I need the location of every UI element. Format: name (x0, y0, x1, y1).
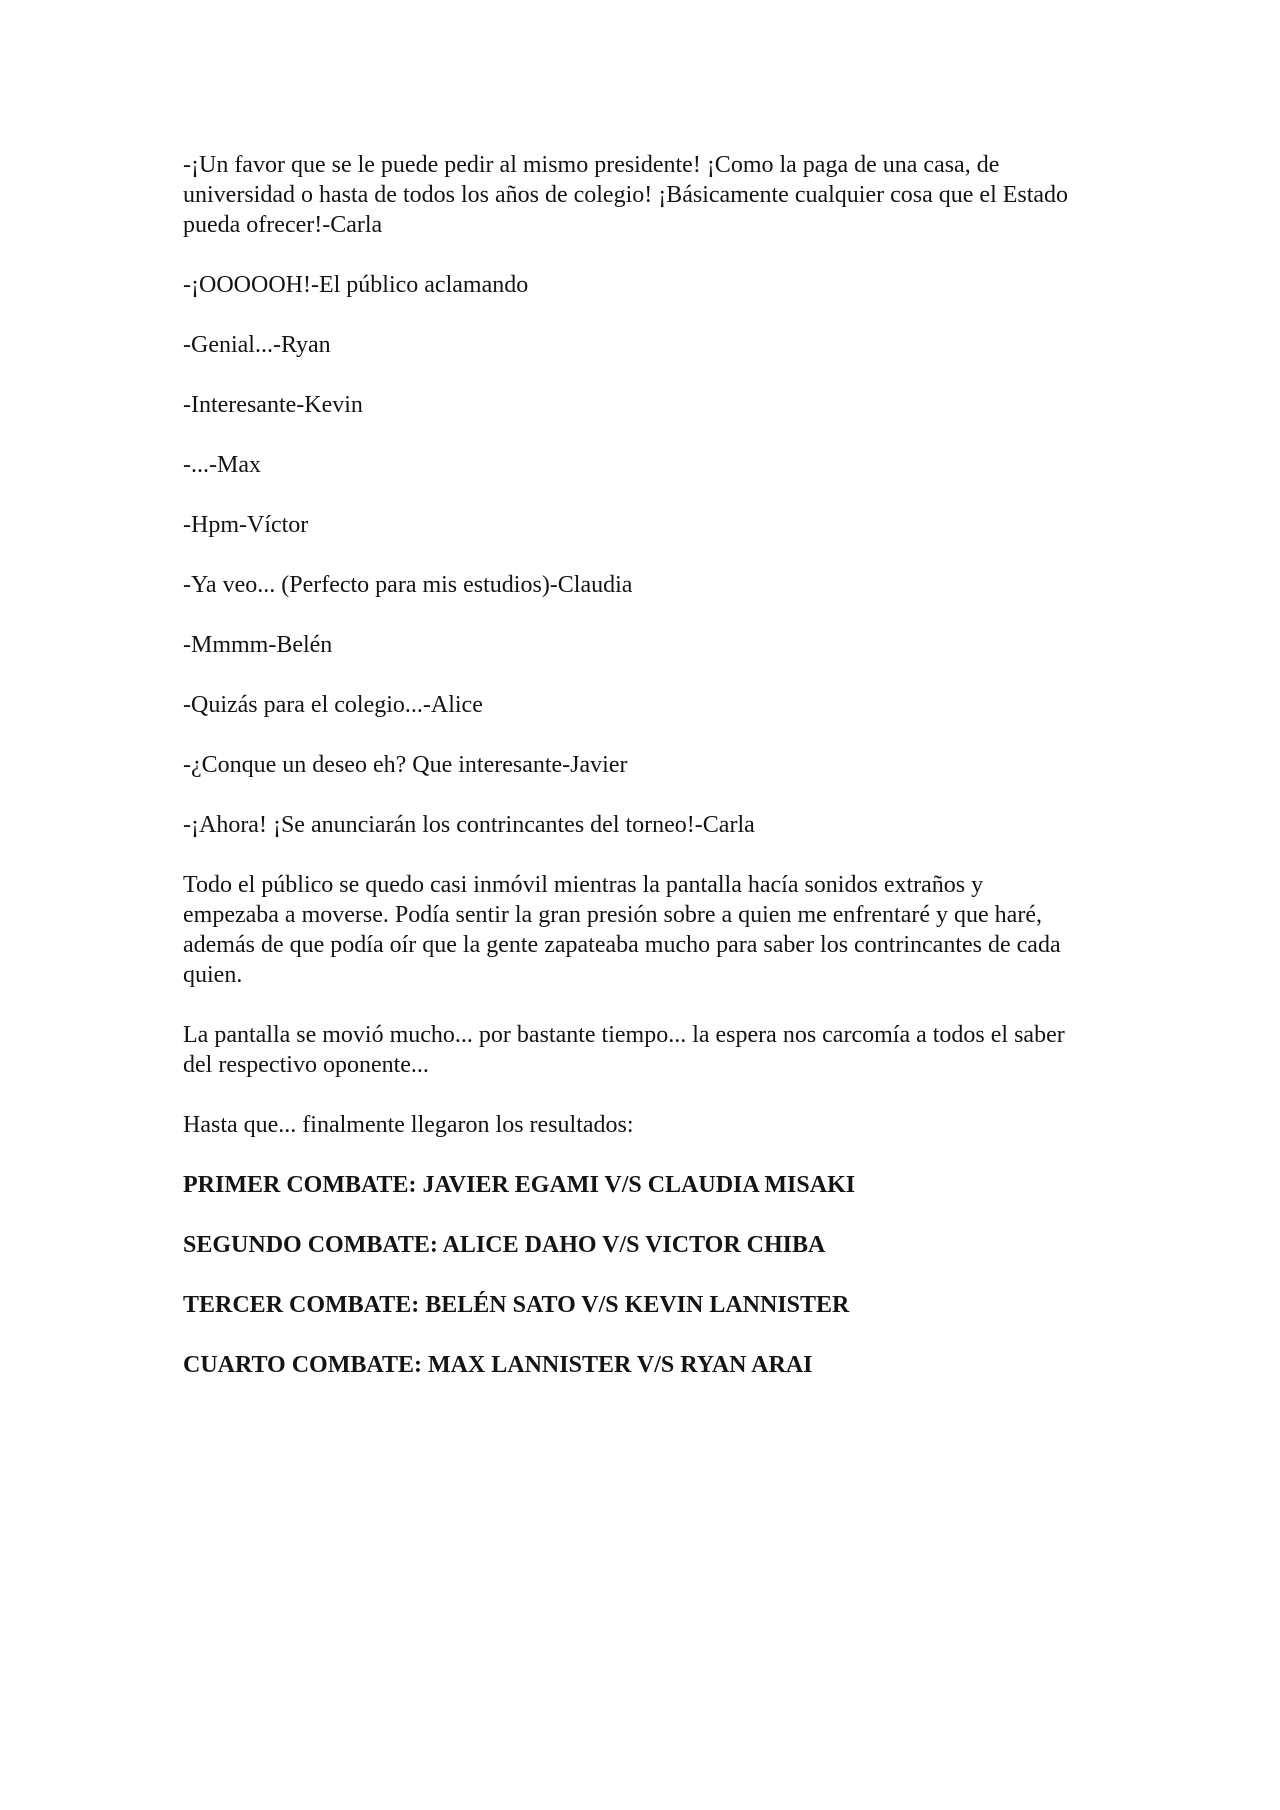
paragraph-max: -...-Max (183, 452, 261, 478)
match-second: SEGUNDO COMBATE: ALICE DAHO V/S VICTOR CHIBA (183, 1232, 826, 1258)
paragraph-narration-results: Hasta que... finalmente llegaron los resultados: (183, 1112, 634, 1138)
paragraph-belen: -Mmmm-Belén (183, 632, 333, 658)
paragraph-javier: -¿Conque un deseo eh? Que interesante-Javier (183, 752, 628, 778)
match-fourth: CUARTO COMBATE: MAX LANNISTER V/S RYAN ARAI (183, 1352, 813, 1378)
paragraph-carla-favor: -¡Un favor que se le puede pedir al mismo presidente! ¡Como la paga de una casa, de universidad o hasta de todos los años de colegio! ¡Básicamente cualquier cosa que el Estado pueda ofrecer!-Carla (183, 152, 1069, 238)
paragraph-public-cheer: -¡OOOOOH!-El público aclamando (183, 272, 529, 298)
paragraph-kevin: -Interesante-Kevin (183, 392, 363, 418)
paragraph-ryan: -Genial...-Ryan (183, 332, 331, 358)
paragraph-carla-announce: -¡Ahora! ¡Se anunciarán los contrincantes del torneo!-Carla (183, 812, 755, 838)
paragraph-alice: -Quizás para el colegio...-Alice (183, 692, 483, 718)
match-third: TERCER COMBATE: BELÉN SATO V/S KEVIN LANNISTER (183, 1292, 850, 1318)
document-body (183, 150, 1083, 1410)
match-first: PRIMER COMBATE: JAVIER EGAMI V/S CLAUDIA MISAKI (183, 1172, 856, 1198)
paragraph-claudia: -Ya veo... (Perfecto para mis estudios)-Claudia (183, 572, 633, 598)
paragraph-narration-screen: Todo el público se quedo casi inmóvil mientras la pantalla hacía sonidos extraños y empezaba a moverse. Podía sentir la gran presión sobre a quien me enfrentaré y que haré, además de que podía oír que la gente zapateaba mucho para saber los contrincantes de cada quien. (183, 872, 1061, 988)
paragraph-victor: -Hpm-Víctor (183, 512, 309, 538)
paragraph-narration-wait: La pantalla se movió mucho... por bastante tiempo... la espera nos carcomía a todos el saber del respectivo oponente... (183, 1022, 1065, 1078)
